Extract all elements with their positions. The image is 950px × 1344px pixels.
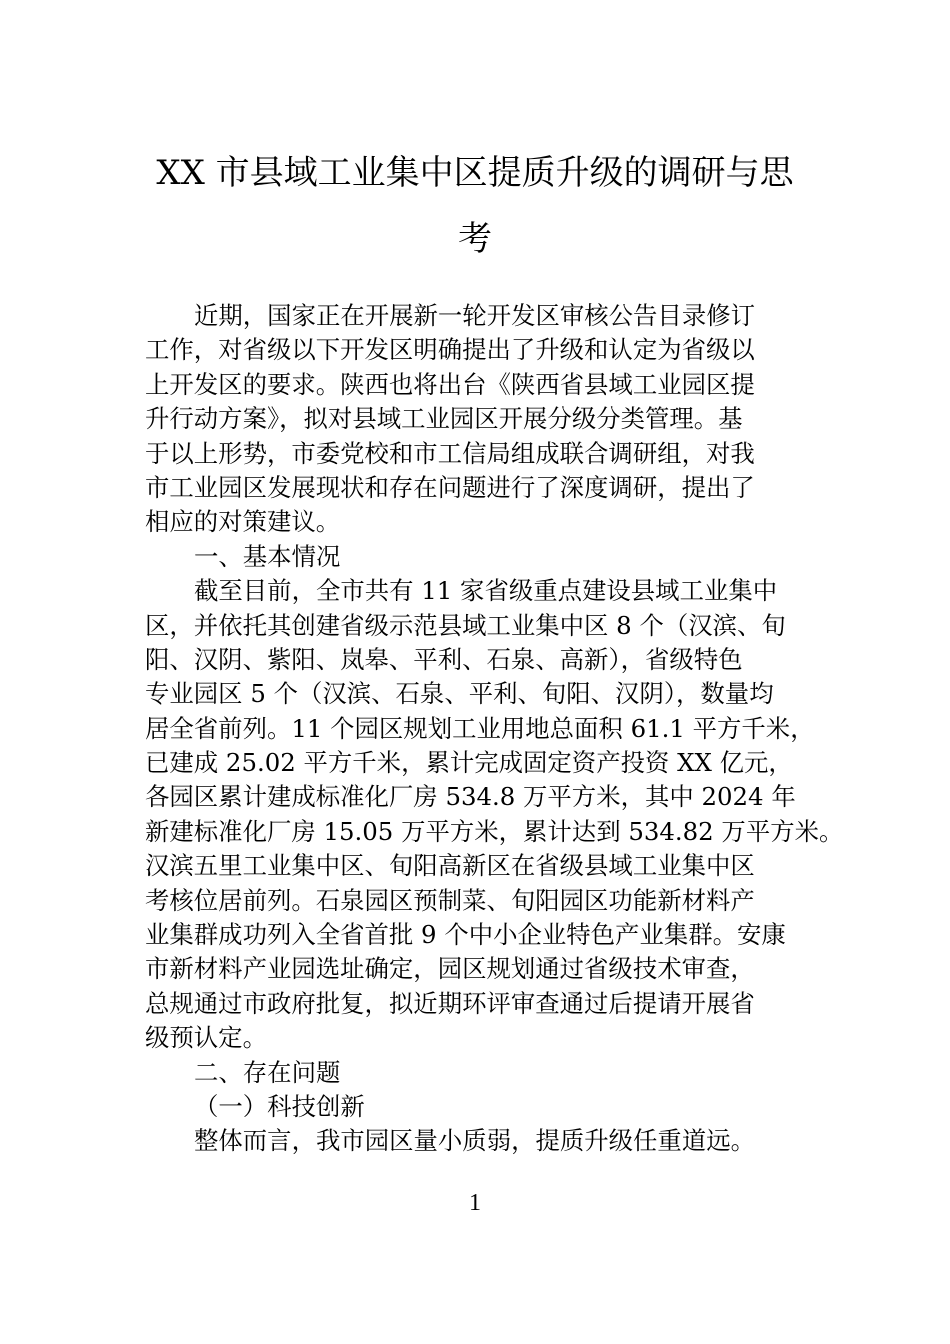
paragraph-line: 市工业园区发展现状和存在问题进行了深度调研，提出了 [145,472,755,502]
title-line-1: XX 市县域工业集中区提质升级的调研与思 [156,153,794,193]
document-body [145,299,844,1159]
paragraph-line: 新建标准化厂房 15.05 万平方米，累计达到 534.82 万平方米。 [145,816,844,846]
paragraph-line: 上开发区的要求。陕西也将出台《陕西省县域工业园区提 [145,369,755,399]
paragraph-line: 市新材料产业园选址确定，园区规划通过省级技术审查， [145,954,755,984]
page-number: 1 [469,1190,481,1216]
paragraph-line: 整体而言，我市园区量小质弱，提质升级任重道远。 [194,1126,755,1156]
section-heading-problems: 二、存在问题 [194,1057,341,1087]
subsection-heading-tech-innovation: （一）科技创新 [194,1091,365,1121]
paragraph-line: 近期，国家正在开展新一轮开发区审核公告目录修订 [194,301,755,330]
paragraph-line: 阳、汉阴、紫阳、岚皋、平利、石泉、高新），省级特色 [145,644,743,674]
intro-paragraph [145,299,810,540]
paragraph-line: 总规通过市政府批复，拟近期环评审查通过后提请开展省 [145,988,755,1018]
paragraph-line: 截至目前，全市共有 11 家省级重点建设县域工业集中 [194,576,778,606]
paragraph-line: 相应的对策建议。 [145,507,341,537]
paragraph-line: 区，并依托其创建省级示范县域工业集中区 8 个（汉滨、旬 [145,610,786,640]
problems-paragraph [145,1124,810,1158]
paragraph-line: 考核位居前列。石泉园区预制菜、旬阳园区功能新材料产 [145,885,755,915]
document-title [140,140,810,272]
paragraph-line: 汉滨五里工业集中区、旬阳高新区在省级县域工业集中区 [145,851,755,881]
title-line-2: 考 [458,219,492,259]
section-heading-basic-situation: 一、基本情况 [194,541,341,571]
paragraph-line: 已建成 25.02 平方千米，累计完成固定资产投资 XX 亿元， [145,748,793,778]
paragraph-line: 级预认定。 [145,1023,267,1053]
paragraph-line: 专业园区 5 个（汉滨、石泉、平利、旬阳、汉阴），数量均 [145,679,774,709]
paragraph-line: 居全省前列。11 个园区规划工业用地总面积 61.1 平方千米， [145,713,815,743]
paragraph-line: 升行动方案》，拟对县域工业园区开展分级分类管理。基 [145,404,743,434]
paragraph-line: 于以上形势，市委党校和市工信局组成联合调研组，对我 [145,438,755,468]
basic-situation-paragraph [145,574,844,1055]
paragraph-line: 工作，对省级以下开发区明确提出了升级和认定为省级以 [145,335,755,365]
paragraph-line: 各园区累计建成标准化厂房 534.8 万平方米，其中 2024 年 [145,782,796,812]
paragraph-line: 业集群成功列入全省首批 9 个中小企业特色产业集群。安康 [145,920,786,950]
